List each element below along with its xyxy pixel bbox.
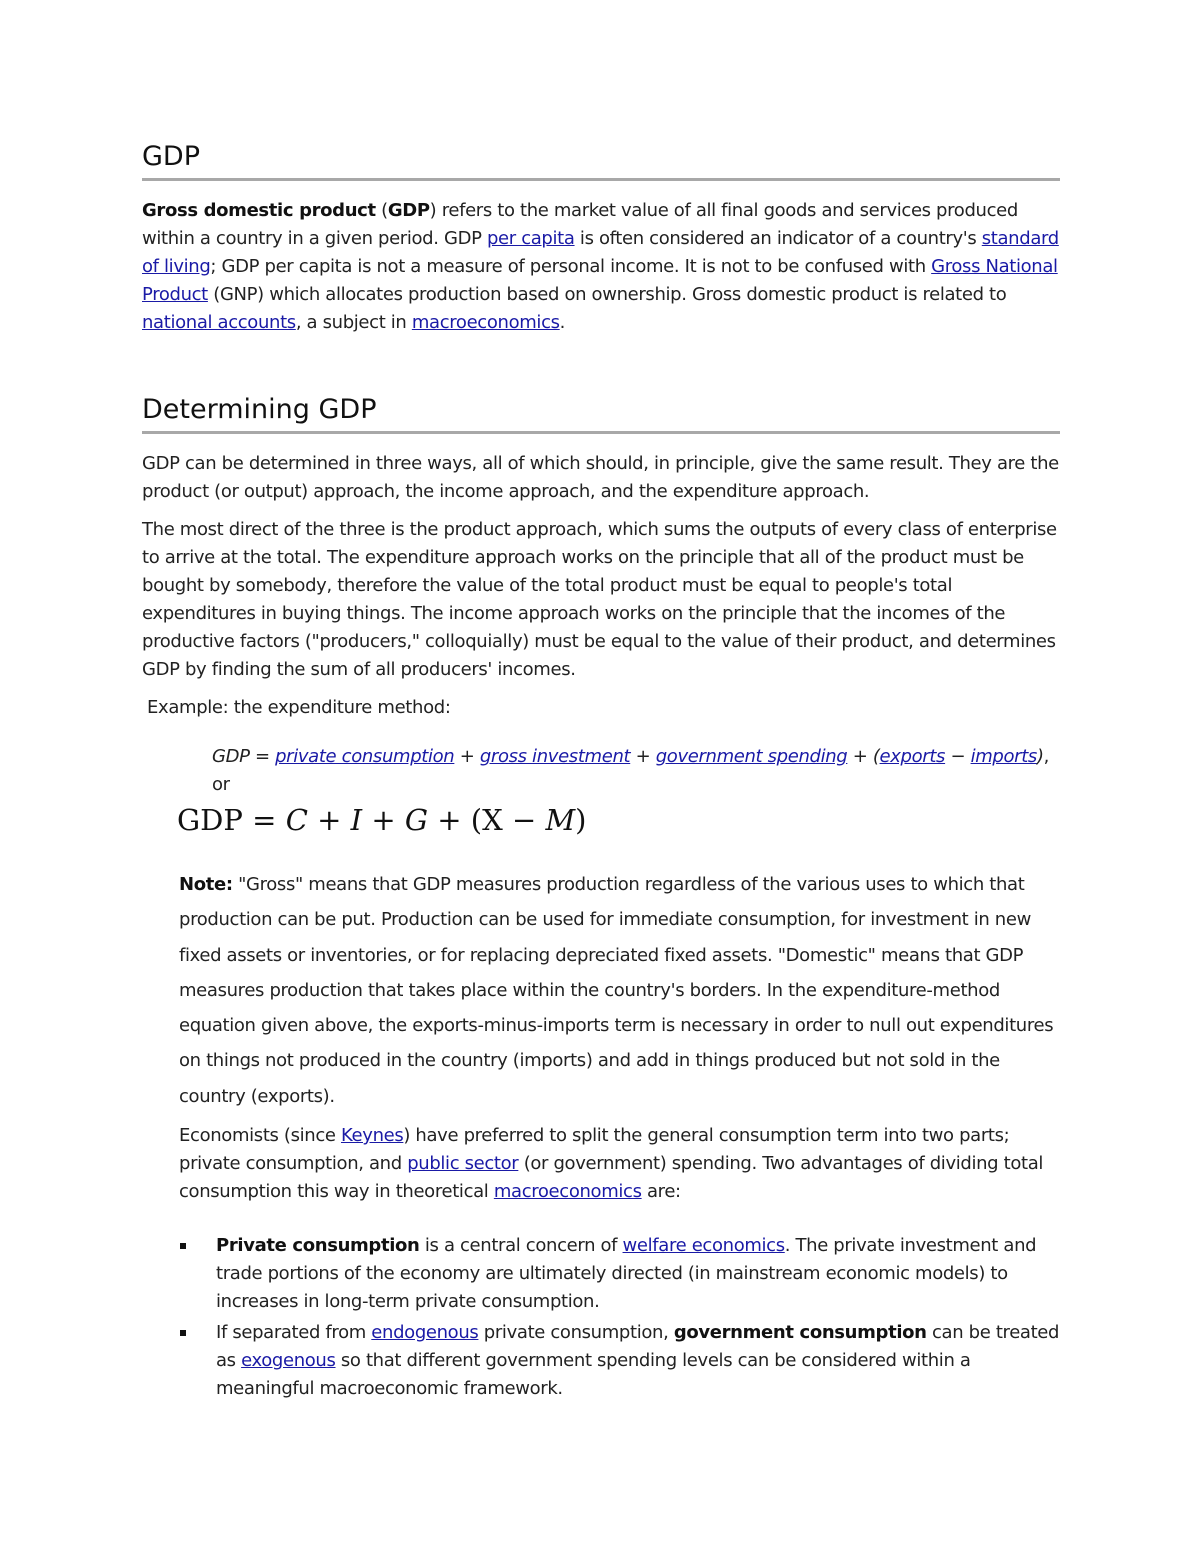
advantages-list — [142, 1232, 1060, 1403]
text-span: . The private investment and trade portions of the economy are ultimately directed (in mainstream economic models) to increases in long-term private consumption. — [216, 1235, 1037, 1313]
text-span: ) refers to the market value of all final goods and services produced within a country in a given period. GDP — [142, 200, 1018, 249]
math-gdp: GDP — [177, 803, 243, 837]
text-span: If separated from — [216, 1322, 372, 1344]
link-private-consumption[interactable]: private consumption — [275, 746, 455, 767]
text-span: , or — [212, 746, 1050, 795]
economists-paragraph — [142, 1122, 1060, 1206]
list-item — [179, 1232, 1060, 1316]
text-span: + — [454, 746, 480, 767]
link-macroeconomics[interactable]: macroeconomics — [411, 312, 560, 333]
text-span: so that different government spending levels can be considered within a meaningful macroeconomic framework. — [216, 1350, 971, 1400]
list-item — [179, 1319, 1060, 1403]
link-government-spending[interactable]: government spending — [655, 746, 848, 767]
note-text: "Gross" means that GDP measures production regardless of the various uses to which that production can be put. Production can be used for immediate consumption, for investment in new fixed assets or inventories, or for replacing depreciated fixed assets. "Domestic" means that GDP measures production that takes place within the country's borders. In the expenditure-method equation given above, the exports-minus-imports term is necessary in order to null out expenditures on things not produced in the country (imports) and add in things produced but not sold in the country (exports). — [179, 874, 1054, 1107]
text-span: + ( — [847, 746, 880, 767]
text-span: − — [945, 746, 971, 767]
intro-paragraph: GDP can be determined in three ways, all of which should, in principle, give the same result. They are the product (or output) approach, the income approach, and the expenditure approach. — [142, 453, 1059, 502]
text-span: is a central concern of — [419, 1235, 623, 1257]
term-bold: Gross domestic product — [142, 200, 376, 221]
formula-text — [142, 743, 1060, 799]
math-x-minus: + (X − — [428, 803, 546, 837]
gdp-definition-paragraph — [142, 197, 1060, 337]
link-gross-investment[interactable]: gross investment — [479, 746, 631, 767]
bold-term: Private consumption — [216, 1235, 420, 1257]
heading-gdp: GDP — [142, 140, 1060, 181]
link-public-sector[interactable]: public sector — [407, 1153, 519, 1175]
math-g: G — [404, 803, 429, 837]
link-keynes[interactable]: Keynes — [340, 1125, 404, 1147]
heading-determining-gdp: Determining GDP — [142, 393, 1060, 434]
example-label: Example: the expenditure method: — [147, 697, 451, 718]
text-span: are: — [641, 1181, 681, 1203]
text-span: GDP = — [212, 746, 276, 767]
link-exogenous[interactable]: exogenous — [241, 1350, 336, 1372]
math-m: M — [545, 803, 576, 837]
link-imports[interactable]: imports — [970, 746, 1037, 767]
link-exports[interactable]: exports — [879, 746, 946, 767]
note-label: Note: — [179, 874, 233, 895]
link-welfare-economics[interactable]: welfare economics — [622, 1235, 785, 1257]
article — [142, 140, 1060, 1406]
text-span: is often considered an indicator of a country's — [574, 228, 982, 249]
bold-term: government consumption — [673, 1322, 927, 1344]
text-span: ; GDP per capita is not a measure of personal income. It is not to be confused with — [210, 256, 932, 277]
link-gross-national-product[interactable]: Gross National Product — [142, 256, 1058, 305]
math-plus: + — [362, 803, 405, 837]
text-span: . — [559, 312, 566, 333]
math-c: C — [285, 803, 308, 837]
note-paragraph — [142, 867, 1060, 1114]
text-span: can be treated as — [216, 1322, 1060, 1372]
text-span: + — [630, 746, 656, 767]
link-per-capita[interactable]: per capita — [486, 228, 575, 249]
square-bullet-icon — [180, 1330, 186, 1336]
math-equals: = — [242, 803, 286, 837]
text-span: (or government) spending. Two advantages of dividing total consumption this way in theoretical — [179, 1153, 1044, 1203]
text-span: ) have preferred to split the general consumption term into two parts; private consumption, and — [179, 1125, 1010, 1175]
link-standard-of-living[interactable]: standard of living — [142, 228, 1059, 277]
text-span: private consumption, — [478, 1322, 674, 1344]
math-i: I — [350, 803, 363, 837]
link-endogenous[interactable]: endogenous — [371, 1322, 479, 1344]
link-national-accounts[interactable]: national accounts — [142, 312, 296, 333]
abbr-bold: GDP — [387, 200, 430, 221]
text-span: Economists (since — [179, 1125, 341, 1147]
text-span: ) — [1036, 746, 1044, 767]
text-span: , a subject in — [295, 312, 412, 333]
link-macroeconomics-2[interactable]: macroeconomics — [493, 1181, 642, 1203]
text-span: (GNP) which allocates production based on ownership. Gross domestic product is related to — [207, 284, 1007, 305]
gdp-equation — [142, 803, 1060, 847]
approaches-paragraph: The most direct of the three is the product approach, which sums the outputs of every class of enterprise to arrive at the total. The expenditure approach works on the principle that all of the product must be bought by somebody, therefore the value of the total product must be equal to people's total expenditures in buying things. The income approach works on the principle that the incomes of the productive factors ("producers," colloquially) must be equal to the value of their product, and determines GDP by finding the sum of all producers' incomes. — [142, 519, 1057, 680]
text-span: ( — [375, 200, 388, 221]
square-bullet-icon — [180, 1243, 186, 1249]
math-plus: + — [307, 803, 351, 837]
math-close: ) — [575, 803, 587, 837]
